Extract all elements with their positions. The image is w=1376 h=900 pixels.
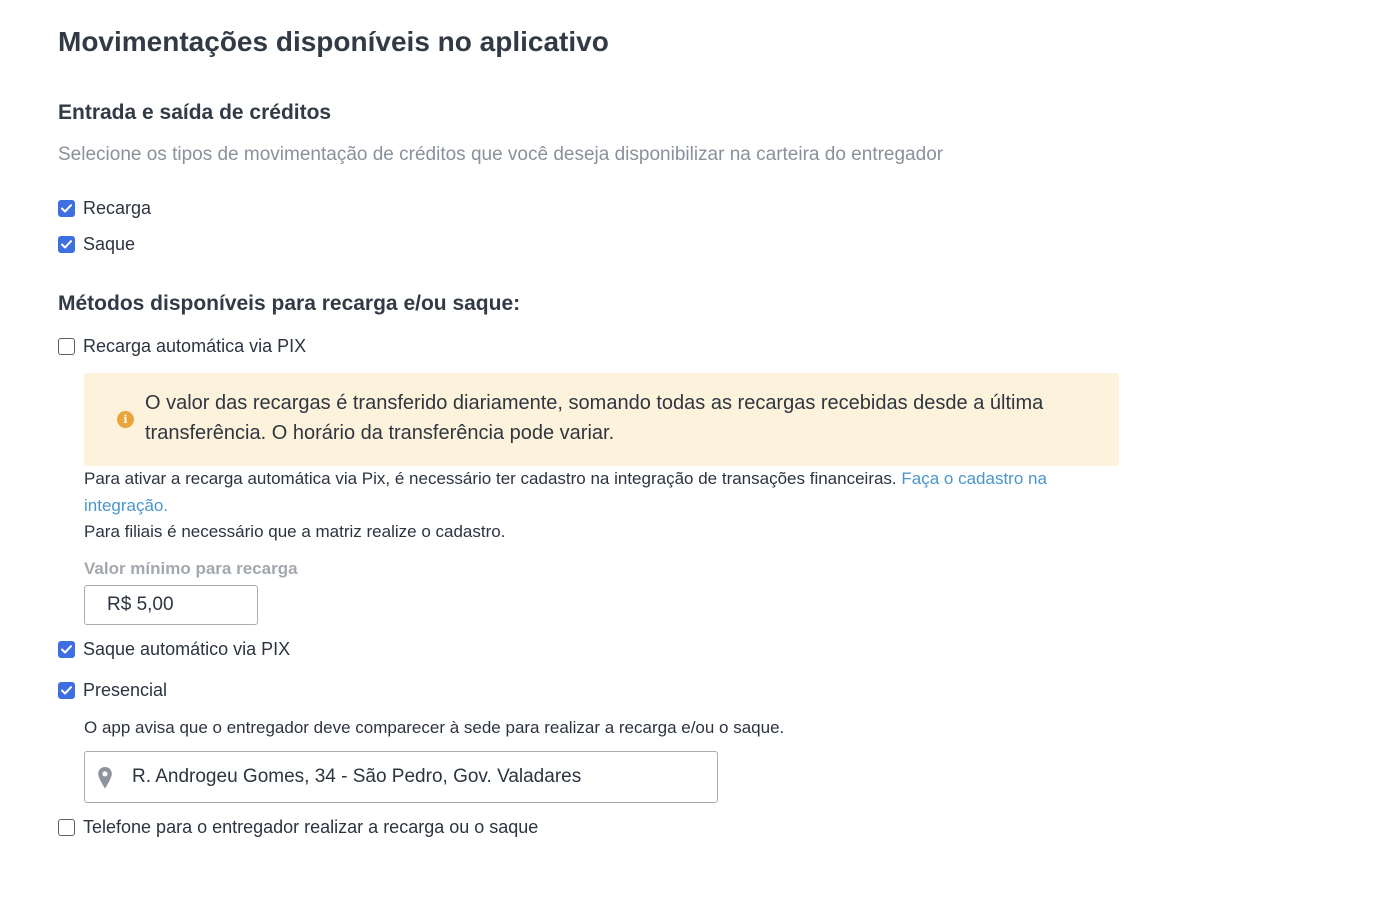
pix-recharge-checkbox[interactable]: [58, 338, 75, 355]
check-icon: [61, 240, 72, 249]
credits-section-title: Entrada e saída de créditos: [58, 101, 332, 124]
presencial-checkbox[interactable]: [58, 682, 75, 699]
pix-recharge-help-text: Para ativar a recarga automática via Pix, é necessário ter cadastro na integração de transações financeiras.: [84, 469, 897, 488]
pix-withdraw-label: Saque automático via PIX: [83, 638, 291, 659]
presencial-help: O app avisa que o entregador deve comparecer à sede para realizar a recarga e/ou o saque.: [84, 718, 785, 737]
saque-label: Saque: [83, 233, 136, 254]
pix-recharge-label: Recarga automática via PIX: [83, 335, 307, 356]
saque-option[interactable]: [58, 233, 135, 255]
phone-label: Telefone para o entregador realizar a recarga ou o saque: [83, 816, 539, 837]
location-pin-icon: [97, 766, 113, 790]
pix-recharge-option[interactable]: [58, 335, 306, 357]
presencial-label: Presencial: [83, 679, 168, 700]
methods-section-title: Métodos disponíveis para recarga e/ou saque:: [58, 292, 521, 315]
branch-help-text: Para filiais é necessário que a matriz realize o cadastro.: [84, 522, 506, 541]
check-icon: [61, 204, 72, 213]
recarga-label: Recarga: [83, 197, 152, 218]
min-recharge-input[interactable]: [84, 585, 258, 625]
pix-withdraw-option[interactable]: [58, 638, 290, 660]
phone-option[interactable]: [58, 816, 538, 838]
recarga-option[interactable]: [58, 197, 151, 219]
check-icon: [61, 686, 72, 695]
saque-checkbox[interactable]: [58, 236, 75, 253]
min-recharge-label: Valor mínimo para recarga: [84, 559, 298, 578]
pix-recharge-notice: [84, 373, 1119, 466]
pix-withdraw-checkbox[interactable]: [58, 641, 75, 658]
page-title: Movimentações disponíveis no aplicativo: [58, 26, 609, 57]
phone-checkbox[interactable]: [58, 819, 75, 836]
check-icon: [61, 645, 72, 654]
address-input[interactable]: [132, 752, 702, 802]
integration-signup-link[interactable]: Faça o cadastro na integração.: [84, 469, 1047, 515]
presencial-option[interactable]: [58, 679, 167, 701]
pix-recharge-help: [84, 466, 1094, 546]
credits-section-subtitle: Selecione os tipos de movimentação de créditos que você deseja disponibilizar na carteira do entregador: [58, 144, 944, 165]
address-field[interactable]: [84, 751, 718, 803]
recarga-checkbox[interactable]: [58, 200, 75, 217]
notice-text: O valor das recargas é transferido diariamente, somando todas as recargas recebidas desde a última transferência. O horário da transferência pode variar.: [145, 392, 1044, 444]
info-icon: i: [117, 411, 134, 428]
